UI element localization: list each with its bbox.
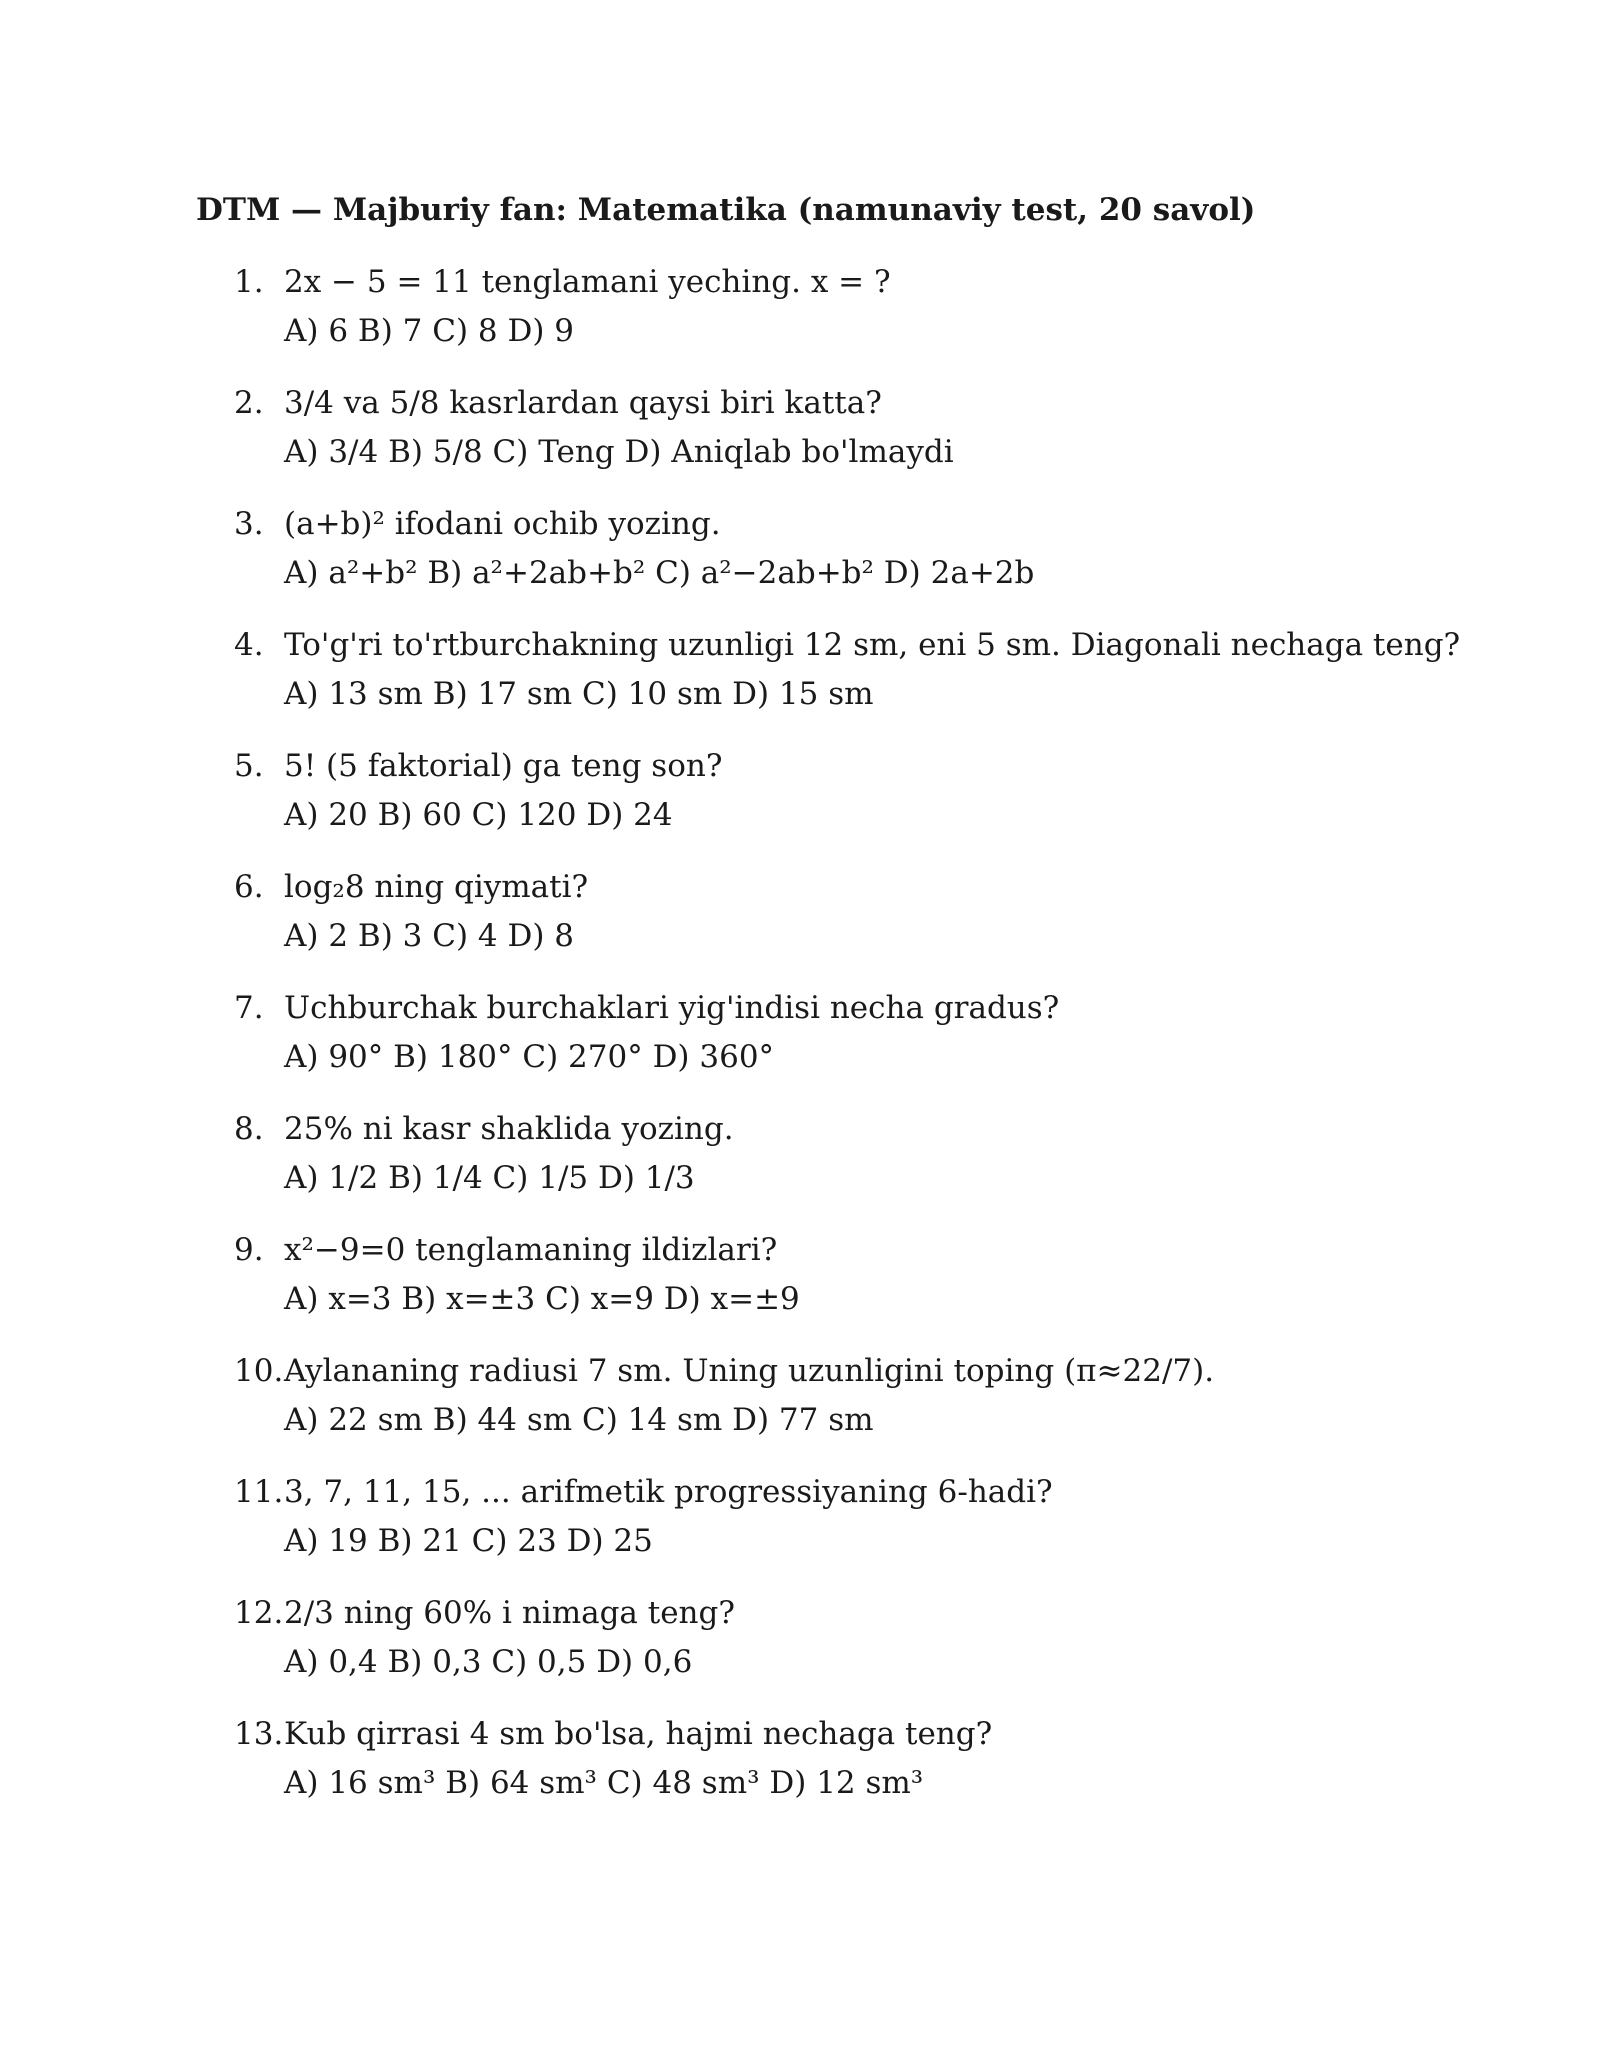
question-number: 13. (234, 1716, 284, 1752)
question-options: A) 6 B) 7 C) 8 D) 9 (284, 313, 574, 349)
question-text: (a+b)² ifodani ochib yozing. (284, 506, 721, 542)
question-item (0, 379, 1600, 500)
question-item (0, 1226, 1600, 1347)
question-item (0, 1105, 1600, 1226)
question-item (0, 984, 1600, 1105)
question-item (0, 1589, 1600, 1710)
question-options: A) x=3 B) x=±3 C) x=9 D) x=±9 (284, 1281, 800, 1317)
question-item (0, 742, 1600, 863)
question-text: To'g'ri to'rtburchakning uzunligi 12 sm, eni 5 sm. Diagonali nechaga teng? (284, 627, 1461, 663)
question-item (0, 863, 1600, 984)
question-number: 10. (234, 1353, 284, 1389)
question-item (0, 1347, 1600, 1468)
question-item (0, 621, 1600, 742)
question-number: 5. (234, 748, 264, 784)
question-options: A) 3/4 B) 5/8 C) Teng D) Aniqlab bo'lmaydi (284, 434, 954, 470)
question-options: A) 19 B) 21 C) 23 D) 25 (284, 1523, 653, 1559)
question-text: Aylananing radiusi 7 sm. Uning uzunligini toping (π≈22/7). (284, 1353, 1215, 1389)
question-text: x²−9=0 tenglamaning ildizlari? (284, 1232, 778, 1268)
document-title: DTM — Majburiy fan: Matematika (namunaviy test, 20 savol) (196, 192, 1256, 228)
question-item (0, 1468, 1600, 1589)
question-number: 1. (234, 264, 264, 300)
question-text: Kub qirrasi 4 sm bo'lsa, hajmi nechaga teng? (284, 1716, 993, 1752)
question-options: A) 0,4 B) 0,3 C) 0,5 D) 0,6 (284, 1644, 693, 1680)
question-options: A) 1/2 B) 1/4 C) 1/5 D) 1/3 (284, 1160, 695, 1196)
question-number: 11. (234, 1474, 284, 1510)
question-options: A) 20 B) 60 C) 120 D) 24 (284, 797, 673, 833)
question-text: 25% ni kasr shaklida yozing. (284, 1111, 734, 1147)
question-options: A) 2 B) 3 C) 4 D) 8 (284, 918, 574, 954)
question-number: 9. (234, 1232, 264, 1268)
question-options: A) 22 sm B) 44 sm C) 14 sm D) 77 sm (284, 1402, 874, 1438)
question-item (0, 500, 1600, 621)
question-options: A) 13 sm B) 17 sm C) 10 sm D) 15 sm (284, 676, 874, 712)
question-number: 4. (234, 627, 264, 663)
question-options: A) a²+b² B) a²+2ab+b² C) a²−2ab+b² D) 2a+2b (284, 555, 1035, 591)
question-item (0, 258, 1600, 379)
question-text: 2x − 5 = 11 tenglamani yeching. x = ? (284, 264, 891, 300)
question-number: 7. (234, 990, 264, 1026)
question-number: 12. (234, 1595, 284, 1631)
question-options: A) 16 sm³ B) 64 sm³ C) 48 sm³ D) 12 sm³ (284, 1765, 924, 1801)
question-options: A) 90° B) 180° C) 270° D) 360° (284, 1039, 775, 1075)
question-item (0, 1710, 1600, 1831)
question-number: 8. (234, 1111, 264, 1147)
question-text: 2/3 ning 60% i nimaga teng? (284, 1595, 735, 1631)
question-text: 5! (5 faktorial) ga teng son? (284, 748, 723, 784)
question-number: 6. (234, 869, 264, 905)
question-list (0, 258, 1600, 1831)
question-number: 2. (234, 385, 264, 421)
question-text: 3, 7, 11, 15, ... arifmetik progressiyaning 6-hadi? (284, 1474, 1053, 1510)
question-number: 3. (234, 506, 264, 542)
question-text: Uchburchak burchaklari yig'indisi necha gradus? (284, 990, 1060, 1026)
question-text: 3/4 va 5/8 kasrlardan qaysi biri katta? (284, 385, 882, 421)
question-text: log₂8 ning qiymati? (284, 869, 589, 905)
